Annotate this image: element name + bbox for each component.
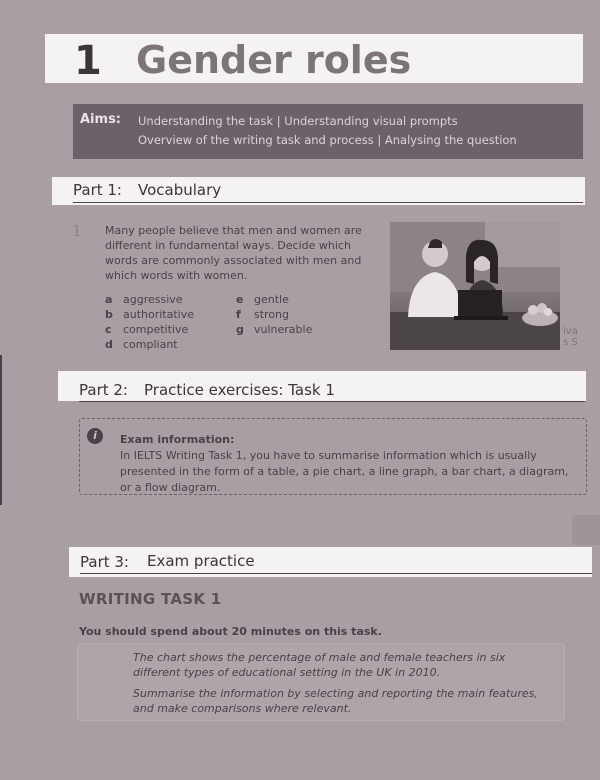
aims-line-1: Understanding the task | Understanding visual prompts (138, 114, 458, 128)
chapter-title: Gender roles (136, 38, 412, 82)
part2-label: Part 2: (79, 381, 128, 399)
photo-side-line-1: iva (563, 326, 578, 337)
word-letter: e (236, 293, 244, 306)
task-prompt-2: Summarise the information by selecting and reporting the main features, and make comparisons where relevant. (133, 687, 538, 715)
word-text: vulnerable (254, 323, 313, 336)
word-text: authoritative (123, 308, 195, 321)
word-text: aggressive (123, 293, 183, 306)
couple-photo (390, 222, 560, 350)
page-edge-mark (0, 355, 2, 505)
part3-rule (80, 573, 592, 574)
exercise-instructions: Many people believe that men and women are different in fundamental ways. Decide which words are commonly associated with men and which words with women. (105, 224, 362, 282)
word-item (105, 293, 183, 306)
info-icon: i (87, 428, 103, 444)
part2-title: Practice exercises: Task 1 (144, 381, 335, 399)
photo-side-text (563, 326, 578, 348)
word-item (105, 308, 194, 321)
word-letter: f (236, 308, 241, 321)
time-note: You should spend about 20 minutes on this task. (79, 625, 382, 638)
couple-photo-illustration (390, 222, 560, 350)
writing-task-heading: WRITING TASK 1 (79, 590, 222, 608)
word-letter: b (105, 308, 113, 321)
part2-rule (79, 401, 585, 402)
photo-side-line-2: s S (563, 337, 578, 348)
aims-box (73, 104, 583, 159)
word-letter: g (236, 323, 244, 336)
exam-info-text: In IELTS Writing Task 1, you have to summarise information which is usually presented in the form of a table, a pie chart, a line graph, a bar chart, a diagram, or a flow diagram. (120, 449, 569, 494)
word-item (105, 323, 188, 336)
part1-header-bar (52, 177, 585, 205)
chapter-number: 1 (74, 38, 102, 84)
word-text: competitive (123, 323, 189, 336)
word-text: gentle (254, 293, 289, 306)
page-edge-shade (572, 515, 600, 545)
part1-label: Part 1: (73, 181, 122, 199)
part1-title: Vocabulary (138, 181, 222, 199)
aims-label: Aims: (80, 112, 121, 127)
word-text: compliant (123, 338, 178, 351)
exercise-number: 1 (72, 222, 82, 240)
word-text: strong (254, 308, 290, 321)
aims-line-2: Overview of the writing task and process | Analysing the question (138, 133, 517, 147)
word-letter: d (105, 338, 113, 351)
word-letter: c (105, 323, 112, 336)
exam-info-title: Exam information: (120, 433, 235, 446)
task-prompt-1: The chart shows the percentage of male and female teachers in six different types of educational setting in the UK in 2010. (133, 651, 506, 679)
part3-label: Part 3: (80, 553, 129, 571)
part1-rule (73, 202, 583, 203)
word-item (236, 308, 289, 321)
word-item (236, 323, 312, 336)
word-item (236, 293, 289, 306)
part3-title: Exam practice (147, 552, 255, 570)
word-item (105, 338, 178, 351)
word-letter: a (105, 293, 113, 306)
